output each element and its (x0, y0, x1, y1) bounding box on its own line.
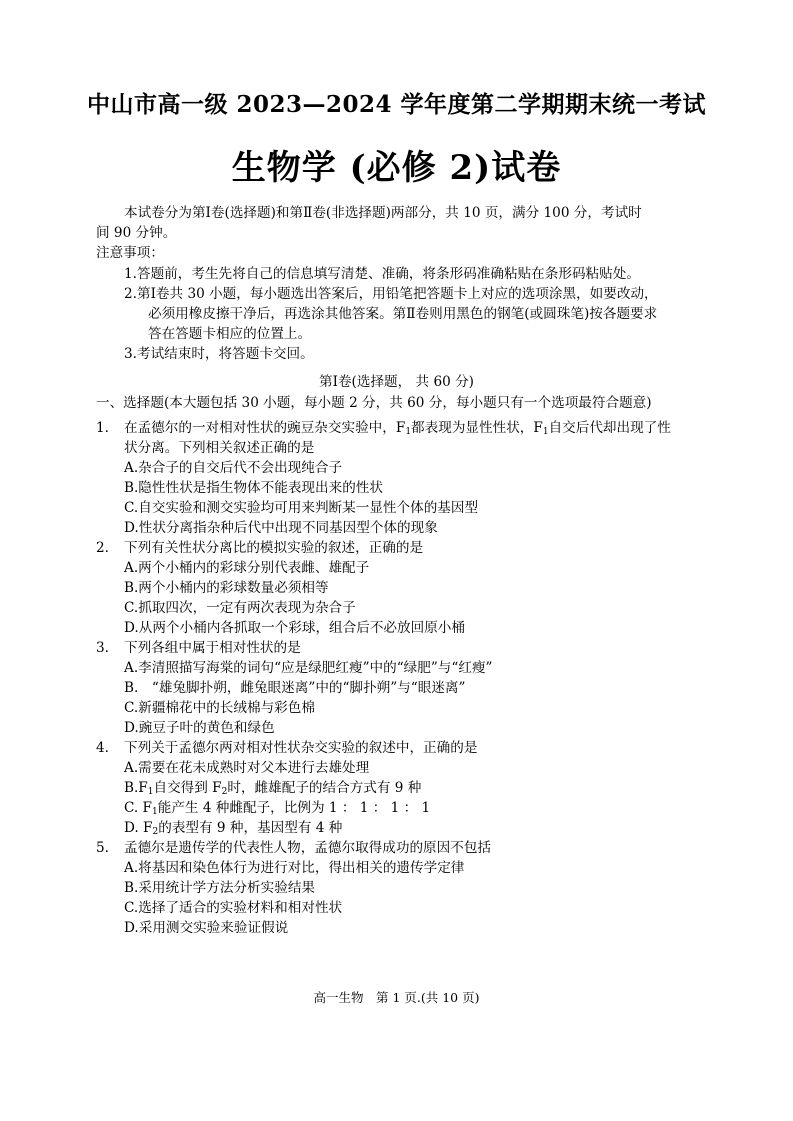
note-1: 1.答题前，考生先将自己的信息填写清楚、准确，将条形码准确粘贴在条形码粘贴处。 (124, 266, 640, 282)
option-c: C. $F_1$能产生 4 种雌配子，比例为 1 ： 1 ： 1 ： 1 (124, 800, 431, 817)
question-number: 3. (96, 640, 109, 656)
option-d: D.采用测交实验来验证假说 (124, 920, 289, 936)
question-number: 1. (96, 420, 109, 436)
paper-title: 生物学 (必修 2)试卷 (231, 148, 562, 188)
option-b: B.隐性性状是指生物体不能表现出来的性状 (124, 480, 383, 496)
note-3: 3.考试结束时，将答题卡交回。 (124, 346, 314, 362)
page-footer: 高一生物 第 1 页.(共 10 页) (313, 990, 480, 1005)
option-b: B.两个小桶内的彩球数量必须相等 (124, 580, 329, 596)
option-d: D.豌豆子叶的黄色和绿色 (124, 720, 275, 736)
option-d: D.性状分离指杂种后代中出现不同基因型个体的现象 (124, 520, 438, 536)
option-c: C.抓取四次，一定有两次表现为杂合子 (124, 600, 356, 616)
intro-line-2: 间 90 分钟。 (96, 225, 177, 241)
note-2-line-1: 2.第Ⅰ卷共 30 小题，每小题选出答案后，用铅笔把答题卡上对应的选项涂黑，如要改动， (124, 286, 658, 302)
option-a: A.两个小桶内的彩球分别代表雌、雄配子 (124, 560, 370, 576)
question-number: 4. (96, 740, 109, 756)
option-b: B. “雄兔脚扑朔，雌兔眼迷离”中的“脚扑朔”与“眼迷离” (124, 680, 466, 696)
option-b: B.采用统计学方法分析实验结果 (124, 880, 316, 896)
question-5-stem: 孟德尔是遗传学的代表性人物，孟德尔取得成功的原因不包括 (124, 840, 492, 856)
question-number: 2. (96, 540, 109, 556)
part-title: 第Ⅰ卷(选择题， 共 60 分) (319, 374, 474, 390)
question-3-stem: 下列各组中属于相对性状的是 (124, 640, 301, 656)
question-1-stem-line-2: 状分离。下列相关叙述正确的是 (124, 440, 315, 456)
question-2-stem: 下列有关性状分离比的模拟实验的叙述，正确的是 (124, 540, 424, 556)
question-number: 5. (96, 840, 109, 856)
notes-heading: 注意事项： (96, 245, 164, 261)
question-4-stem: 下列关于孟德尔两对相对性状杂交实验的叙述中，正确的是 (124, 740, 478, 756)
option-d: D. $F_2$的表型有 9 种，基因型有 4 种 (124, 820, 343, 837)
option-a: A.需要在花未成熟时对父本进行去雄处理 (124, 760, 370, 776)
question-1-stem-line-1: 在孟德尔的一对相对性状的豌豆杂交实验中，$F_1$都表现为显性性状，$F_1$自交后代却出现了性 (124, 420, 671, 437)
option-b: $B.F_1$自交得到 $F_2$时，雌雄配子的结合方式有 9 种 (124, 780, 422, 797)
note-2-line-2: 必须用橡皮擦干净后，再选涂其他答案。第Ⅱ卷则用黑色的钢笔(或圆珠笔)按各题要求 (148, 306, 658, 322)
exam-title: 中山市高一级 2023—2024 学年度第二学期期末统一考试 (86, 91, 707, 118)
option-a: A.杂合子的自交后代不会出现纯合子 (124, 460, 343, 476)
option-c: C.自交实验和测交实验均可用来判断某一显性个体的基因型 (124, 500, 479, 516)
option-a: A.将基因和染色体行为进行对比，得出相关的遗传学定律 (124, 860, 465, 876)
intro-line-1: 本试卷分为第Ⅰ卷(选择题)和第Ⅱ卷(非选择题)两部分，共 10 页，满分 100 分，考试时 (124, 205, 642, 221)
option-c: C.选择了适合的实验材料和相对性状 (124, 900, 343, 916)
option-a: A.李清照描写海棠的词句“应是绿肥红瘦”中的“绿肥”与“红瘦” (124, 660, 493, 676)
option-c: C.新疆棉花中的长绒棉与彩色棉 (124, 700, 315, 716)
section-instruction: 一、选择题(本大题包括 30 小题，每小题 2 分，共 60 分，每小题只有一个选项最符合题意) (96, 395, 652, 411)
option-d: D.从两个小桶内各抓取一个彩球，组合后不必放回原小桶 (124, 620, 465, 636)
note-2-line-3: 答在答题卡相应的位置上。 (148, 326, 312, 342)
